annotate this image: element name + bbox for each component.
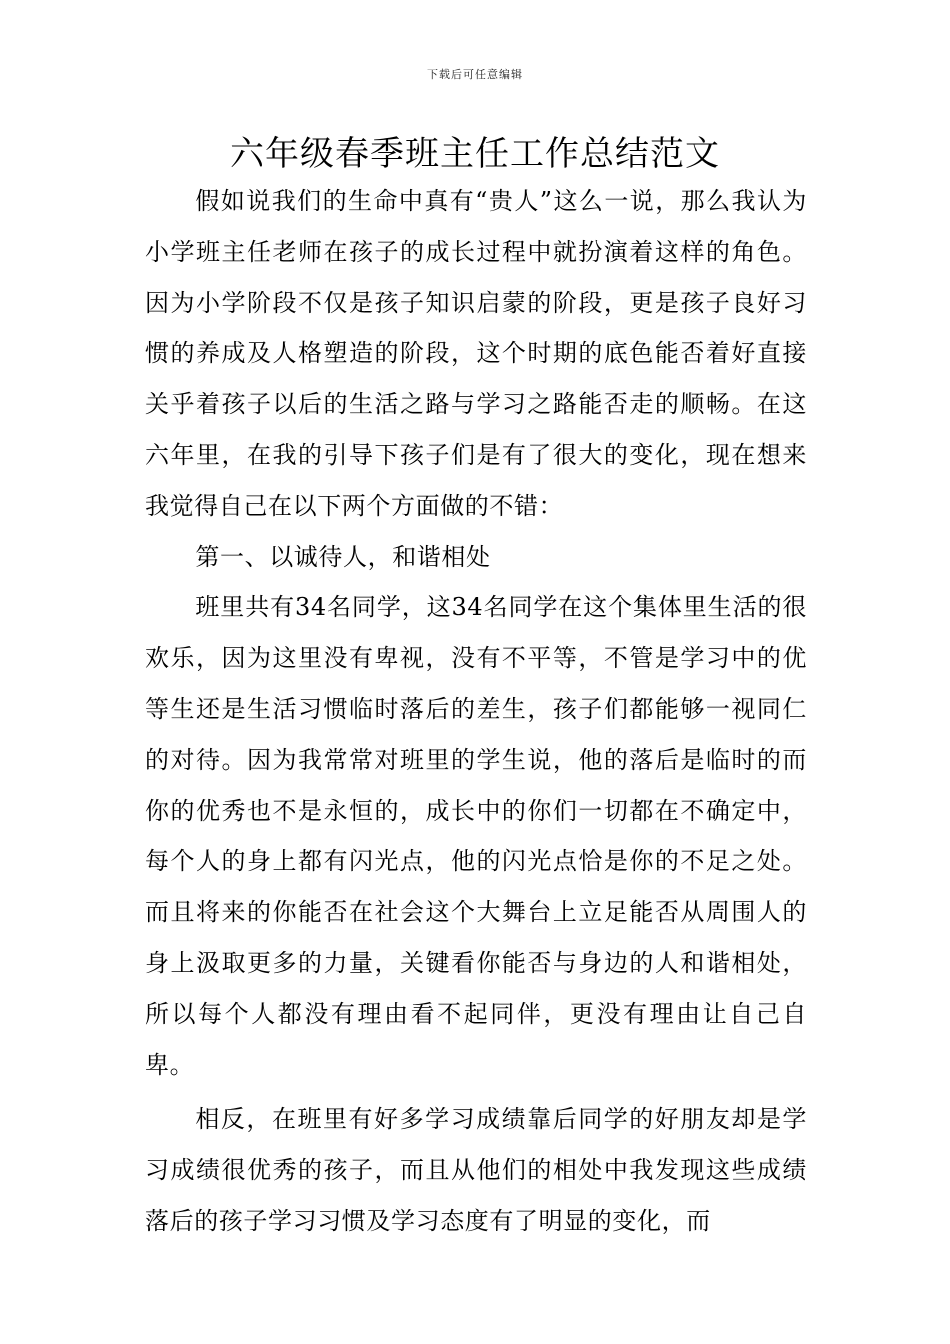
paragraph-intro: 假如说我们的生命中真有“贵人”这么一说，那么我认为小学班主任老师在孩子的成长过程中就扮演着这样的角色。因为小学阶段不仅是孩子知识启蒙的阶段，更是孩子良好习惯的养成及人格塑造的阶段，这个时期的底色能否着好直接关乎着孩子以后的生活之路与学习之路能否走的顺畅。在这六年里，在我的引导下孩子们是有了很大的变化，现在想来我觉得自己在以下两个方面做的不错： [145, 187, 807, 520]
header-note: 下载后可任意编辑 [427, 68, 523, 81]
paragraph-on-the-contrary: 相反，在班里有好多学习成绩靠后同学的好朋友却是学习成绩很优秀的孩子，而且从他们的相处中我发现这些成绩落后的孩子学习习惯及学习态度有了明显的变化，而 [145, 1105, 807, 1235]
document-body [145, 176, 807, 1247]
section-heading-first: 第一、以诚待人，和谐相处 [195, 542, 491, 571]
document-title: 六年级春季班主任工作总结范文 [230, 134, 720, 174]
paragraph-class-harmony: 班里共有34名同学，这34名同学在这个集体里生活的很欢乐，因为这里没有卑视，没有不平等，不管是学习中的优等生还是生活习惯临时落后的差生，孩子们都能够一视同仁的对待。因为我常常对班里的学生说，他的落后是临时的而你的优秀也不是永恒的，成长中的你们一切都在不确定中，每个人的身上都有闪光点，他的闪光点恰是你的不足之处。而且将来的你能否在社会这个大舞台上立足能否从周围人的身上汲取更多的力量，关键看你能否与身边的人和谐相处，所以每个人都没有理由看不起同伴，更没有理由让自己自卑。 [145, 593, 807, 1079]
